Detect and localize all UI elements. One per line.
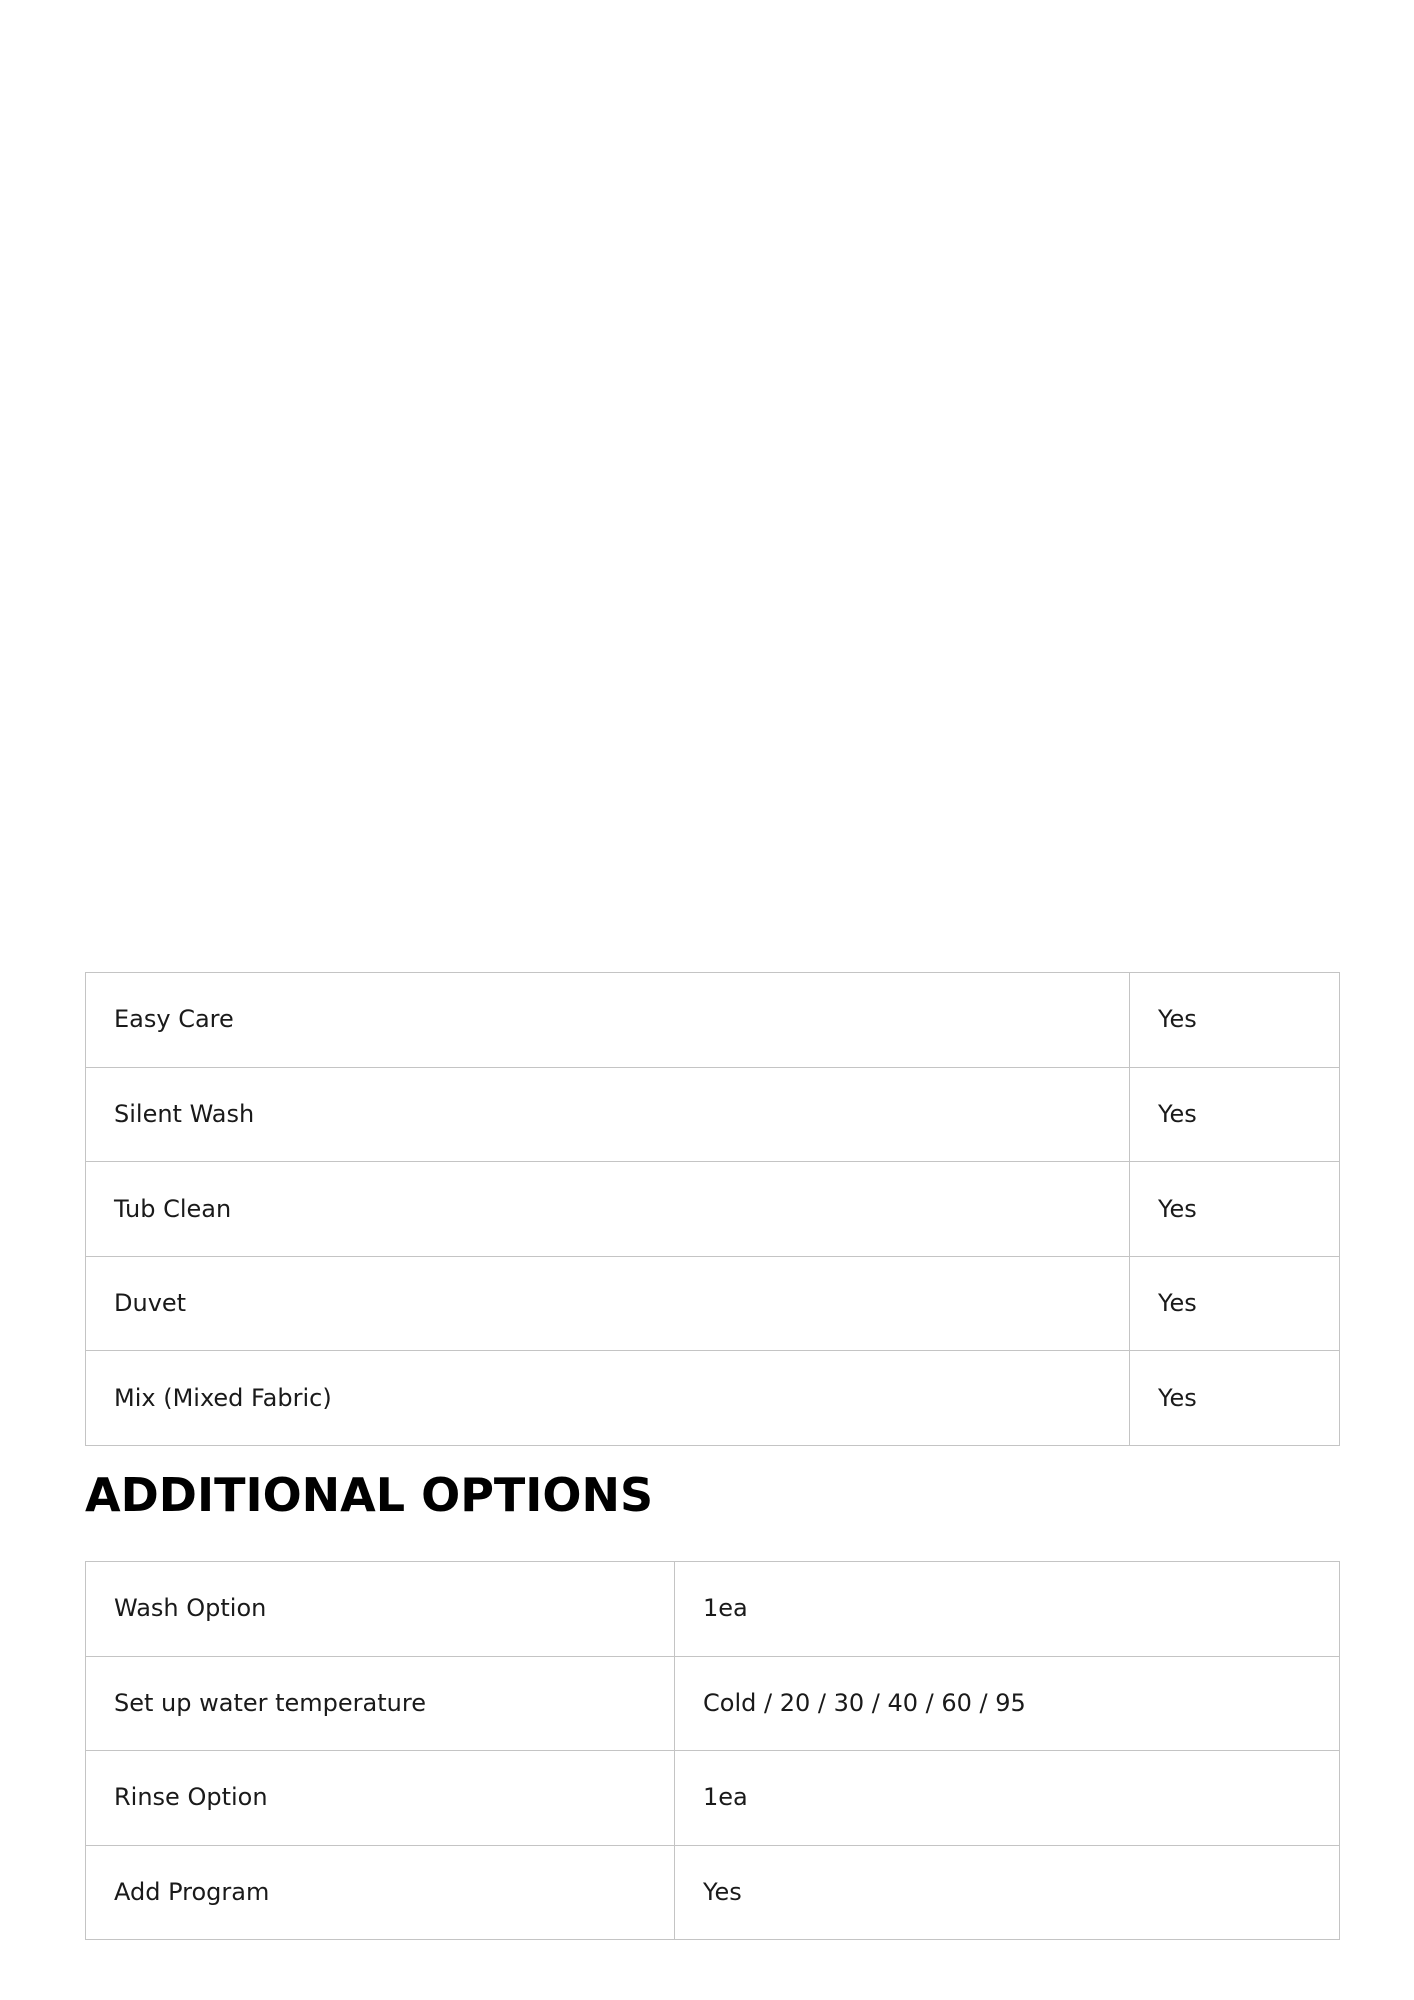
table-row bbox=[86, 1351, 1340, 1446]
table-row bbox=[86, 1845, 1340, 1940]
spec-value: Yes bbox=[1130, 1256, 1340, 1351]
table-row bbox=[86, 1256, 1340, 1351]
spec-value: 1ea bbox=[675, 1562, 1340, 1657]
table-row bbox=[86, 973, 1340, 1068]
spec-value: Yes bbox=[1130, 973, 1340, 1068]
spec-label: Easy Care bbox=[86, 973, 1130, 1068]
spec-value: Yes bbox=[1130, 1162, 1340, 1257]
spec-value: Cold / 20 / 30 / 40 / 60 / 95 bbox=[675, 1656, 1340, 1751]
section-heading-additional-options: ADDITIONAL OPTIONS bbox=[85, 1468, 654, 1522]
spec-label: Silent Wash bbox=[86, 1067, 1130, 1162]
spec-label: Set up water temperature bbox=[86, 1656, 675, 1751]
spec-label: Duvet bbox=[86, 1256, 1130, 1351]
spec-label: Mix (Mixed Fabric) bbox=[86, 1351, 1130, 1446]
table-row bbox=[86, 1162, 1340, 1257]
spec-value: Yes bbox=[1130, 1351, 1340, 1446]
spec-value: Yes bbox=[675, 1845, 1340, 1940]
table-row bbox=[86, 1067, 1340, 1162]
spec-value: 1ea bbox=[675, 1751, 1340, 1846]
programs-spec-table bbox=[85, 972, 1340, 1446]
spec-label: Wash Option bbox=[86, 1562, 675, 1657]
spec-label: Rinse Option bbox=[86, 1751, 675, 1846]
additional-options-table bbox=[85, 1561, 1340, 1940]
table-row bbox=[86, 1562, 1340, 1657]
table-row bbox=[86, 1751, 1340, 1846]
spec-label: Add Program bbox=[86, 1845, 675, 1940]
spec-label: Tub Clean bbox=[86, 1162, 1130, 1257]
spec-value: Yes bbox=[1130, 1067, 1340, 1162]
table-row bbox=[86, 1656, 1340, 1751]
